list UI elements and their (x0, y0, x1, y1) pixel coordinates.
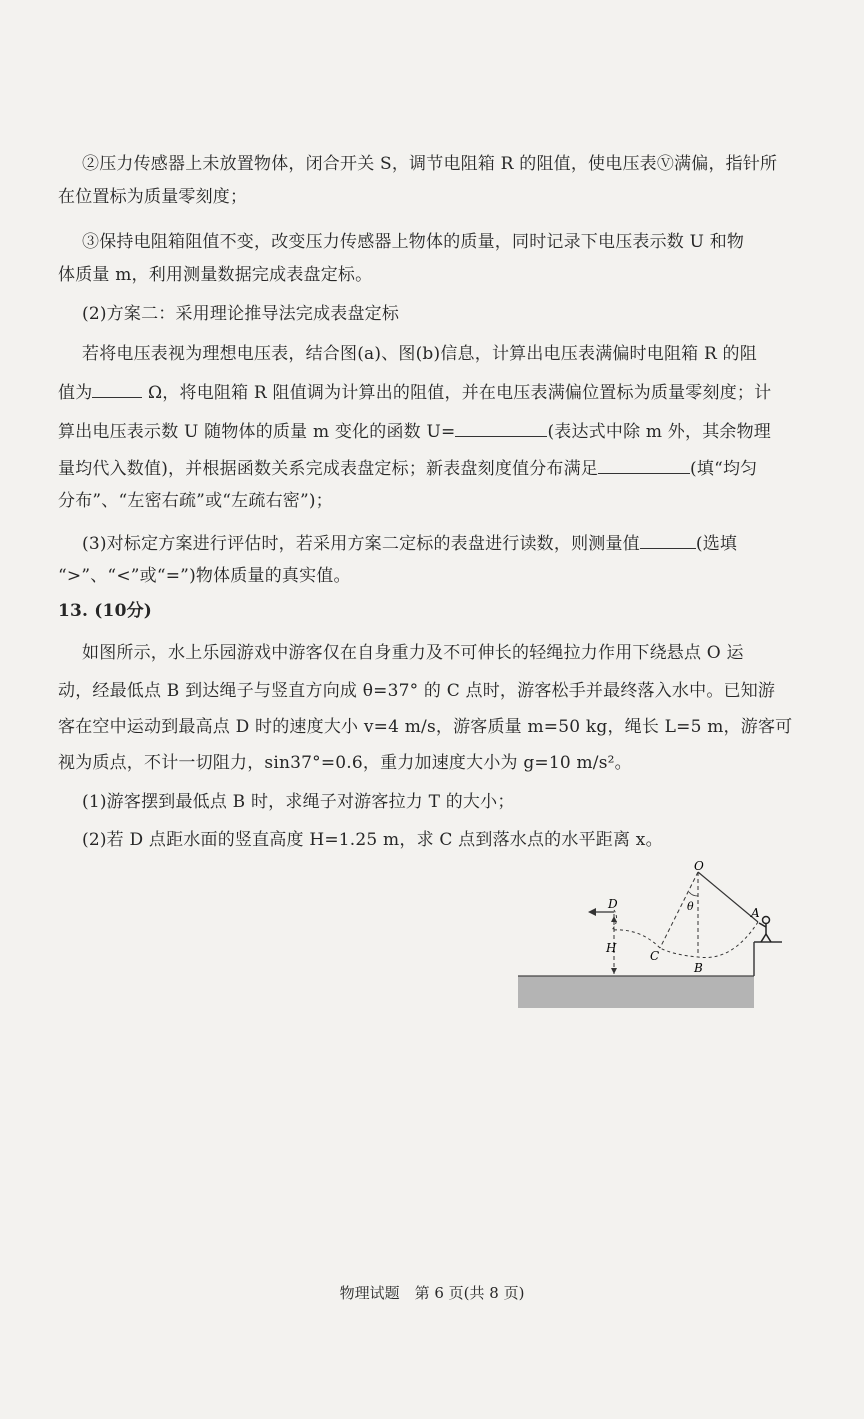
text-line: 体质量 m，利用测量数据完成表盘定标。 (58, 265, 373, 285)
text-line: (2)若 D 点距水面的竖直高度 H=1.25 m，求 C 点到落水点的水平距离 x。 (82, 830, 663, 850)
label-h: H (606, 941, 617, 955)
text-line: ③保持电阻箱阻值不变，改变压力传感器上物体的质量，同时记录下电压表示数 U 和物 (82, 232, 745, 252)
label-o: O (694, 860, 704, 873)
person-figure (759, 917, 771, 943)
text-line: 量均代入数值)，并根据函数关系完成表盘定标；新表盘刻度值分布满足 (填“均匀 (58, 455, 757, 480)
swing-arc (660, 922, 758, 958)
label-b: B (694, 961, 703, 975)
page-footer: 物理试题 第 6 页(共 8 页) (339, 1284, 525, 1302)
label-theta: θ (687, 900, 694, 913)
text-line: 在位置标为质量零刻度； (58, 187, 248, 207)
text-line: 分布”、“左密右疏”或“左疏右密”)； (58, 491, 333, 511)
label-a: A (751, 906, 760, 920)
text-line: 值为 Ω，将电阻箱 R 阻值调为计算出的阻值，并在电压表满偏位置标为质量零刻度；计 (58, 379, 771, 404)
text-line: 若将电压表视为理想电压表，结合图(a)、图(b)信息，计算出电压表满偏时电阻箱 R 的阻 (82, 344, 757, 364)
text-line: 算出电压表示数 U 随物体的质量 m 变化的函数 U= (表达式中除 m 外，其余物理 (58, 418, 771, 443)
text-line: 视为质点，不计一切阻力，sin37°=0.6，重力加速度大小为 g=10 m/s²。 (58, 753, 632, 773)
answer-blank[interactable] (598, 455, 690, 474)
question-number: 13. (10分) (58, 601, 153, 621)
answer-blank[interactable] (455, 418, 547, 437)
text-line: (1)游客摆到最低点 B 时，求绳子对游客拉力 T 的大小； (82, 792, 515, 812)
answer-blank[interactable] (92, 379, 142, 398)
text-line: 客在空中运动到最高点 D 时的速度大小 v=4 m/s，游客质量 m=50 kg，绳长 L=5 m，游客可 (58, 717, 793, 737)
label-c: C (650, 949, 660, 963)
section-heading: (2)方案二：采用理论推导法完成表盘定标 (82, 304, 400, 324)
projectile-path (612, 910, 660, 948)
text-line: 如图所示，水上乐园游戏中游客仅在自身重力及不可伸长的轻绳拉力作用下绕悬点 O 运 (82, 643, 744, 663)
water-area (518, 976, 754, 1008)
pendulum-figure (510, 860, 800, 1020)
label-d: D (608, 897, 618, 911)
text-line: ②压力传感器上未放置物体，闭合开关 S，调节电阻箱 R 的阻值，使电压表Ⓥ满偏，指针所 (82, 154, 778, 174)
text-line: “>”、“<”或“=”)物体质量的真实值。 (58, 566, 351, 586)
text-line: 动，经最低点 B 到达绳子与竖直方向成 θ=37° 的 C 点时，游客松手并最终落入水中。已知游 (58, 681, 776, 701)
rope-line (698, 872, 758, 922)
text-line: (3)对标定方案进行评估时，若采用方案二定标的表盘进行读数，则测量值 (选填 (82, 530, 737, 555)
answer-blank[interactable] (640, 530, 696, 549)
